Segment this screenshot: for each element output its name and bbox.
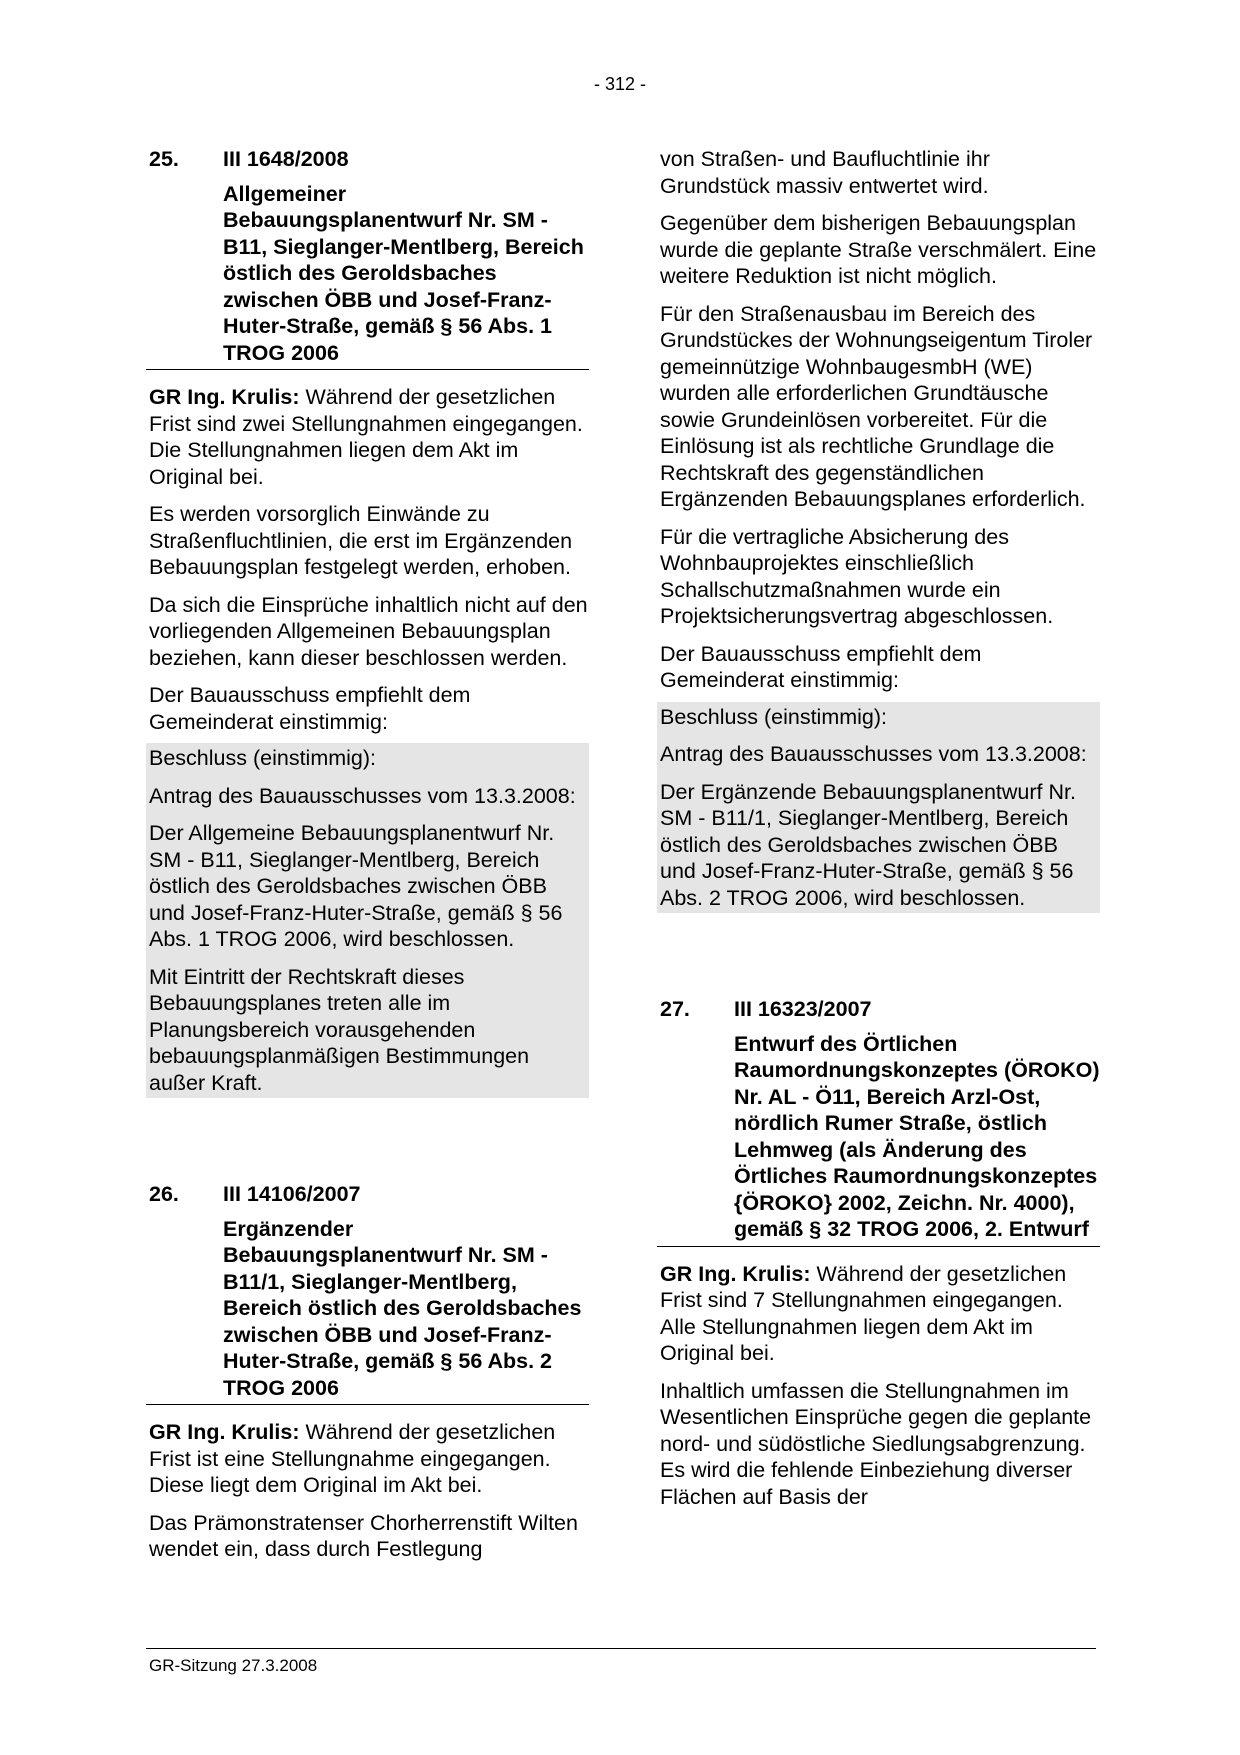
decision-motion: Antrag des Bauausschusses vom 13.3.2008: — [149, 783, 576, 808]
right-column — [657, 146, 1100, 1521]
paragraph — [149, 1419, 589, 1499]
decision-heading: Beschluss (einstimmig): — [660, 704, 887, 729]
paragraph-text: Während der gesetzlichen Frist sind zwei Stellungnahmen eingegangen. Die Stellungnahmen liegen dem Akt im Original bei. — [149, 385, 583, 489]
paragraph: Inhaltlich umfassen die Stellungnahmen im Wesentlichen Einsprüche gegen die geplante nord- und südöstliche Siedlungsabgrenzung. Es wird die fehlende Einbeziehung diverser Flächen auf Basis der — [660, 1378, 1092, 1509]
item-title: Ergänzender Bebauungsplanentwurf Nr. SM - B11/1, Sieglanger-Mentlberg, Bereich östlich des Geroldsbaches zwischen ÖBB und Josef-Franz-Huter-Straße, gemäß § 56 Abs. 2 TROG 2006 — [223, 1216, 582, 1400]
decision-text: Der Allgemeine Bebauungsplanentwurf Nr. SM - B11, Sieglanger-Mentlberg, Bereich östlich des Geroldsbaches zwischen ÖBB und Josef-Franz-Huter-Straße, gemäß § 56 Abs. 1 TROG 2006, wird beschlossen. — [149, 821, 563, 951]
item-title: Allgemeiner Bebauungsplanentwurf Nr. SM - B11, Sieglanger-Mentlberg, Bereich östlich des Geroldsbaches zwischen ÖBB und Josef-Franz-Huter-Straße, gemäß § 56 Abs. 1 TROG 2006 — [223, 181, 584, 365]
paragraph-text: Während der gesetzlichen Frist ist eine Stellungnahme eingegangen. Diese liegt dem Original im Akt bei. — [149, 1420, 556, 1497]
decision-text: Der Ergänzende Bebauungsplanentwurf Nr. SM - B11/1, Sieglanger-Mentlberg, Bereich östlich des Geroldsbaches zwischen ÖBB und Josef-Franz-Huter-Straße, gemäß § 56 Abs. 2 TROG 2006, wird beschlossen. — [660, 779, 1076, 910]
paragraph: von Straßen- und Baufluchtlinie ihr Grundstück massiv entwertet wird. — [660, 147, 990, 198]
title-rule — [657, 1246, 1100, 1247]
spacer — [146, 1109, 589, 1167]
agenda-item-27-heading — [660, 996, 1100, 1023]
item-title: Entwurf des Örtlichen Raumordnungskonzeptes (ÖROKO) Nr. AL - Ö11, Bereich Arzl-Ost, nördlich Rumer Straße, östlich Lehmweg (als Änderung des Örtliches Raumordnungskonzeptes {ÖROKO} 2002, Zeichn. Nr. 4000), gemäß § 32 TROG 2006, 2. Entwurf — [734, 1031, 1100, 1241]
paragraph-text: Während der gesetzlichen Frist sind 7 Stellungnahmen eingegangen. Alle Stellungnahmen liegen dem Akt im Original bei. — [660, 1261, 1067, 1365]
item-number: 27. — [660, 997, 690, 1021]
item-number: 25. — [149, 147, 179, 171]
page-number: - 312 - — [593, 74, 647, 94]
agenda-item-25-heading — [149, 146, 589, 173]
left-column — [146, 146, 589, 1574]
paragraph — [149, 384, 589, 490]
item-reference: III 16323/2007 — [734, 997, 872, 1021]
title-rule — [146, 1404, 589, 1405]
paragraph: Der Bauausschuss empfiehlt dem Gemeinderat einstimmig: — [660, 641, 982, 692]
paragraph: Es werden vorsorglich Einwände zu Straßenfluchtlinien, die erst im Ergänzenden Bebauungsplan festgelegt werden, erhoben. — [149, 502, 573, 579]
paragraph: Gegenüber dem bisherigen Bebauungsplan wurde die geplante Straße verschmälert. Eine weitere Reduktion ist nicht möglich. — [660, 211, 1097, 288]
spacer — [657, 924, 1100, 982]
agenda-item-26-heading — [149, 1181, 589, 1208]
decision-box — [657, 702, 1100, 914]
speaker: GR Ing. Krulis: — [149, 1420, 300, 1444]
paragraph: Für den Straßenausbau im Bereich des Grundstückes der Wohnungseigentum Tiroler gemeinnützige WohnbaugesmbH (WE) wurden alle erforderlichen Grundtäusche sowie Grundeinlösen vorbereitet. Für die Einlösung ist als rechtliche Grundlage die Rechtskraft des gegenständlichen Ergänzenden Bebauungsplanes erforderlich. — [660, 301, 1093, 511]
paragraph: Da sich die Einsprüche inhaltlich nicht auf den vorliegenden Allgemeinen Bebauungsplan beziehen, kann dieser beschlossen werden. — [149, 592, 588, 670]
title-rule — [146, 369, 589, 370]
footer-rule — [146, 1648, 1096, 1649]
speaker: GR Ing. Krulis: — [149, 385, 300, 409]
paragraph: Für die vertragliche Absicherung des Wohnbauprojektes einschließlich Schallschutzmaßnahmen wurde ein Projektsicherungsvertrag abgeschlossen. — [660, 524, 1054, 628]
paragraph: Der Bauausschuss empfiehlt dem Gemeinderat einstimmig: — [149, 683, 471, 734]
item-number: 26. — [149, 1182, 179, 1206]
decision-text: Mit Eintritt der Rechtskraft dieses Bebauungsplanes treten alle im Planungsbereich vorausgehenden bebauungsplanmäßigen Bestimmungen außer Kraft. — [149, 964, 530, 1095]
item-reference: III 1648/2008 — [223, 147, 349, 171]
footer-text: GR-Sitzung 27.3.2008 — [149, 1656, 318, 1675]
speaker: GR Ing. Krulis: — [660, 1261, 811, 1286]
decision-heading: Beschluss (einstimmig): — [149, 746, 376, 770]
item-reference: III 14106/2007 — [223, 1182, 361, 1206]
paragraph — [660, 1261, 1100, 1367]
paragraph: Das Prämonstratenser Chorherrenstift Wilten wendet ein, dass durch Festlegung — [149, 1510, 578, 1561]
decision-motion: Antrag des Bauausschusses vom 13.3.2008: — [660, 742, 1087, 766]
decision-box — [146, 743, 589, 1098]
